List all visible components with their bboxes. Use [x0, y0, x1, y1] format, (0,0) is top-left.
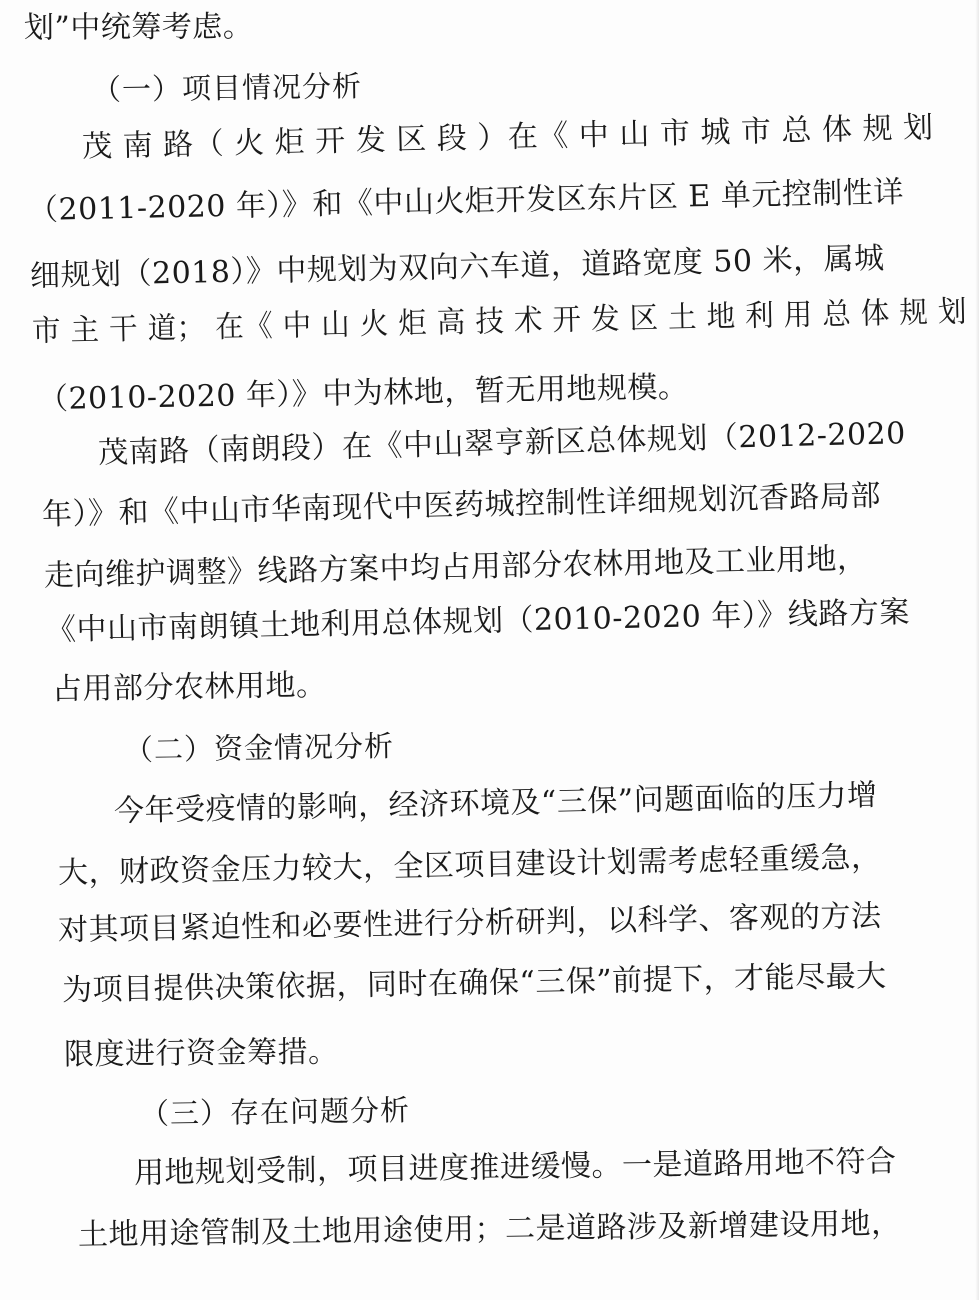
- text-line: 土地用途管制及土地用途使用；二是道路涉及新增建设用地，: [77, 1206, 902, 1253]
- text-line: 走向维护调整》线路方案中均占用部分农林用地及工业用地，: [43, 541, 868, 594]
- section-heading-problems: （三）存在问题分析: [139, 1093, 411, 1131]
- text-line: 用地规划受制，项目进度推进缓慢。一是道路用地不符合: [133, 1144, 897, 1191]
- text-line: 今年受疫情的影响，经济环境及“三保”问题面临的压力增: [113, 778, 878, 829]
- text-line: 细规划（2018）》中规划为双向六车道，道路宽度 50 米，属城: [29, 241, 885, 294]
- scan-edge-shadow: [975, 0, 979, 1300]
- text-line: （2010-2020 年）》中为林地，暂无用地规模。: [37, 369, 689, 418]
- text-line: 年）》和《中山市华南现代中医药城控制性详细规划沉香路局部: [41, 478, 882, 533]
- text-line: 占用部分农林用地。: [51, 667, 327, 708]
- text-line: 大，财政资金压力较大，全区项目建设计划需考虑轻重缓急，: [57, 840, 882, 891]
- text-line: 茂 南 路（ 火 炬 开 发 区 段 ）在《 中 山 市 城 市 总 体 规 划: [81, 110, 934, 165]
- text-line: （2011-2020 年）》和《中山火炬开发区东片区 E 单元控制性详: [27, 174, 905, 229]
- text-line: 茂南路（南朗段）在《中山翠亨新区总体规划（2012-2020: [97, 416, 907, 471]
- section-heading-project: （一）项目情况分析: [91, 69, 363, 107]
- text-line: 划”中统筹考虑。: [23, 9, 254, 46]
- text-line: 为项目提供决策依据，同时在确保“三保”前提下，才能尽最大: [61, 958, 887, 1009]
- text-line: 《中山市南朗镇土地利用总体规划（2010-2020 年）》线路方案: [45, 594, 911, 649]
- text-line: 对其项目紧迫性和必要性进行分析研判，以科学、客观的方法: [57, 898, 882, 949]
- section-heading-funding: （二）资金情况分析: [123, 728, 395, 768]
- text-line: 限度进行资金筹措。: [63, 1034, 339, 1073]
- text-line: 市 主 干 道； 在《 中 山 火 炬 高 技 术 开 发 区 土 地 利 用 总 体 规 划: [31, 294, 968, 349]
